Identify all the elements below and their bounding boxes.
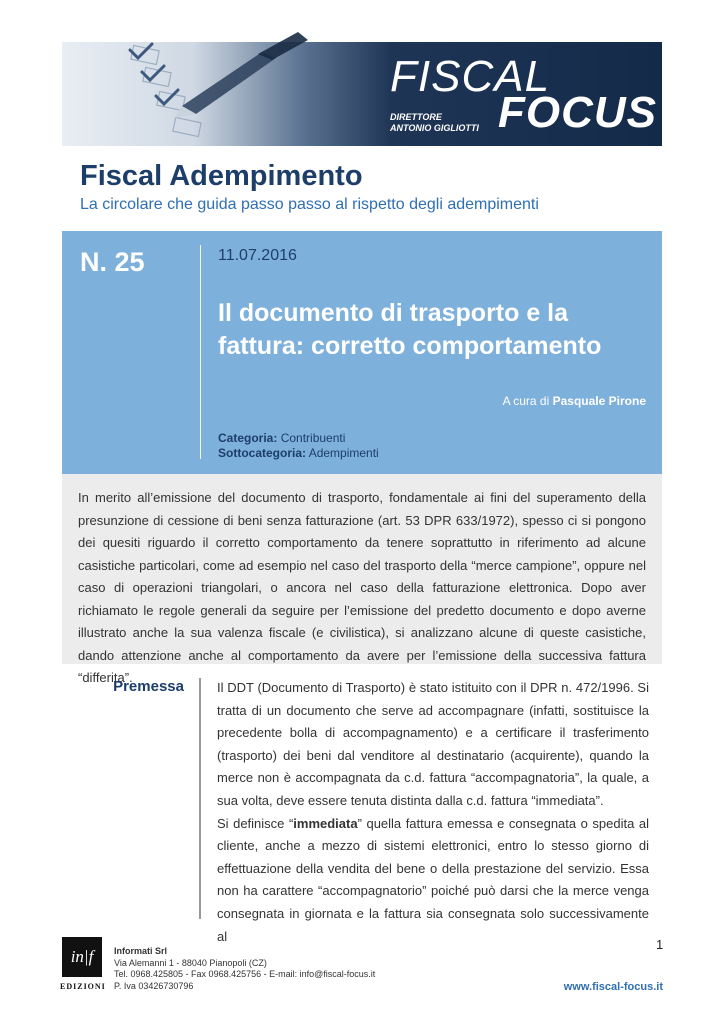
website-link[interactable]: www.fiscal-focus.it <box>563 981 663 993</box>
publisher-vat: P. Iva 03426730796 <box>114 980 194 991</box>
section-divider <box>199 678 201 919</box>
subcategory-line <box>218 446 379 461</box>
section-body <box>217 677 650 944</box>
subcategory-label: Sottocategoria: <box>218 446 307 460</box>
publisher-edizioni: EDIZIONI <box>60 982 106 991</box>
category-line <box>218 431 379 446</box>
category-value: Contribuenti <box>280 431 346 445</box>
article-abstract: In merito all’emissione del documento di trasporto, fondamentale ai fini del superamento della presunzione di cessione di beni senza fatturazione (art. 53 DPR 633/1972), spesso ci si pongono dei quesiti riguardo il corretto comportamento da tenere soprattutto in riferimento ad alcune casistiche particolari, come ad esempio nel caso del trasporto della “merce campione”, oppure nel caso di operazioni triangolari, o ancora nel caso della fatturazione elettronica. Dopo aver richiamato le regole generali da seguire per l’emissione del predetto documento e dopo averne illustrato anche la sua valenza fiscale (e civilistica), si analizzano alcune di queste casistiche, dando attenzione anche al comportamento da avere per l’emissione della successiva fattura “differita”. <box>62 474 662 664</box>
issue-divider <box>200 245 201 459</box>
p2-after: ” quella fattura emessa e consegnata o spedita al cliente, anche a mezzo di sistemi elettronici, entro lo stesso giorno di effettuazione della vendita del bene o della prestazione del servizio. Essa non ha carattere “accompagnatorio” poiché può darsi che la merce venga consegnata in giornata e la fattura sia consegnata solo successivamente al <box>217 815 650 944</box>
author-prefix: A cura di <box>502 394 550 408</box>
publisher-address: Via Alemanni 1 - 88040 Pianopoli (CZ) <box>114 957 267 968</box>
brand-wordmark-fiscal: FISCAL <box>390 52 551 101</box>
page-number: 1 <box>656 937 664 952</box>
publication-title: Fiscal Adempimento <box>80 160 363 192</box>
article-categories <box>218 431 379 461</box>
author-name: Pasquale Pirone <box>552 394 646 408</box>
publisher-company: Informati Srl <box>114 946 168 956</box>
director-name: ANTONIO GIGLIOTTI <box>390 123 479 133</box>
publication-subtitle: La circolare che guida passo passo al rispetto degli adempimenti <box>80 196 539 213</box>
issue-number: N. 25 <box>80 247 145 277</box>
brand-wordmark-focus: FOCUS <box>498 88 657 137</box>
publisher-logo: in|f <box>62 937 102 977</box>
body-paragraph <box>217 813 649 949</box>
category-label: Categoria: <box>218 431 278 445</box>
issue-panel <box>62 231 662 474</box>
p2-before: Si definisce “ <box>217 815 294 831</box>
article-author <box>503 394 646 408</box>
section-heading: Premessa <box>113 678 184 695</box>
issue-date: 11.07.2016 <box>218 247 297 264</box>
p2-bold: immediata <box>293 815 358 831</box>
body-paragraph: Il DDT (Documento di Trasporto) è stato istituito con il DPR n. 472/1996. Si tratta di un documento che serve ad accompagnare (infatti, sostituisce la precedente bolla di accompagnamento) e a certificare il trasferimento (trasporto) dei beni dal venditore al destinatario (acquirente), quando la merce non è accompagnata da c.d. fattura “accompagnatoria”, la quale, a sua volta, deve essere tenuta distinta dalla c.d. fattura “immediata”. <box>217 680 649 808</box>
publisher-info <box>114 946 375 992</box>
director-credit <box>390 112 479 134</box>
subcategory-value: Adempimenti <box>308 446 379 460</box>
header-banner <box>62 42 662 146</box>
article-title: Il documento di trasporto e la fattura: corretto comportamento <box>218 299 602 360</box>
publisher-contacts: Tel. 0968.425805 - Fax 0968.425756 - E-mail: info@fiscal-focus.it <box>114 969 376 979</box>
director-label: DIRETTORE <box>390 112 442 122</box>
